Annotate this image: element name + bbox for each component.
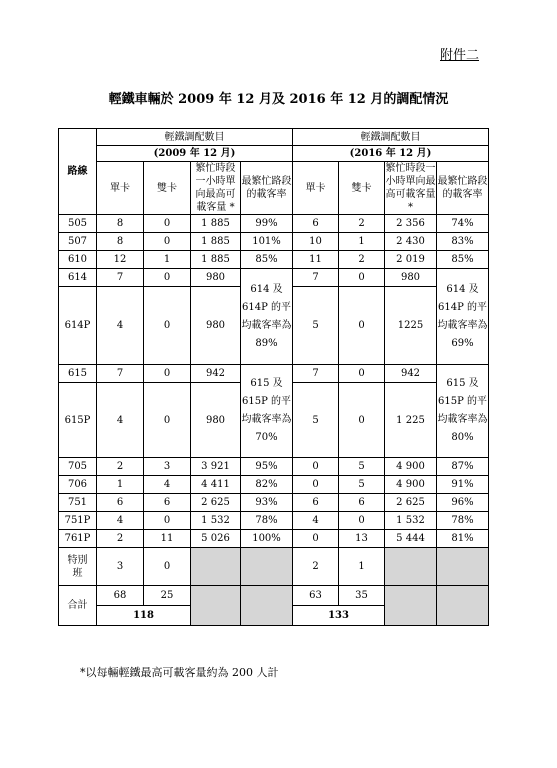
cell: 0 — [144, 365, 191, 383]
total-double-2016: 35 — [339, 586, 385, 606]
cell: 12 — [97, 251, 144, 269]
cell: 7 — [293, 365, 339, 383]
cell: 7 — [97, 365, 144, 383]
col-capacity-2016: 繁忙時段一小時單向最高可載客量 * — [385, 163, 436, 213]
table-row — [59, 476, 489, 494]
col-load-2016: 最繁忙路段的載客率 — [437, 162, 489, 215]
cell: 2 625 — [385, 494, 437, 512]
cell: 7 — [293, 269, 339, 287]
cell: 1 225 — [385, 383, 437, 458]
cell: 0 — [339, 365, 385, 383]
cell: 6 — [97, 494, 144, 512]
table-row — [59, 458, 489, 476]
route-header: 路線 — [59, 129, 97, 215]
route-cell: 505 — [59, 215, 97, 233]
cell: 980 — [191, 383, 241, 458]
table-row — [59, 494, 489, 512]
cell: 0 — [339, 287, 385, 365]
table-row — [59, 548, 489, 586]
route-cell: 507 — [59, 233, 97, 251]
route-cell: 610 — [59, 251, 97, 269]
cell: 2 — [339, 215, 385, 233]
cell: 85% — [437, 251, 489, 269]
route-cell: 特別班 — [59, 548, 97, 586]
cell: 81% — [437, 530, 489, 548]
table-row — [59, 233, 489, 251]
merged-load-615-2016: 615 及 615P 的平均載客率為 80% — [437, 365, 489, 458]
total-double-2009: 25 — [144, 586, 191, 606]
cell: 7 — [97, 269, 144, 287]
grey-cell — [437, 586, 489, 626]
cell: 87% — [437, 458, 489, 476]
route-cell: 761P — [59, 530, 97, 548]
cell: 11 — [293, 251, 339, 269]
cell: 4 — [293, 512, 339, 530]
cell: 1 — [144, 251, 191, 269]
cell: 2 — [97, 458, 144, 476]
col-single-2016: 單卡 — [293, 162, 339, 215]
cell: 2 625 — [191, 494, 241, 512]
cell: 4 900 — [385, 458, 437, 476]
group-2009-date: (2009 年 12 月) — [97, 146, 293, 162]
cell: 93% — [241, 494, 293, 512]
page-title: 輕鐵車輛於 2009 年 12 月及 2016 年 12 月的調配情況 — [108, 92, 449, 107]
cell: 0 — [144, 215, 191, 233]
cell: 8 — [97, 215, 144, 233]
cell: 2 — [293, 548, 339, 586]
cell: 78% — [241, 512, 293, 530]
cell: 0 — [144, 383, 191, 458]
cell: 1 — [97, 476, 144, 494]
route-cell: 615P — [59, 383, 97, 458]
grey-cell — [241, 548, 293, 586]
cell: 980 — [191, 287, 241, 365]
cell: 5 — [339, 458, 385, 476]
col-capacity-2009: 繁忙時段一小時單向最高可載客量 * — [191, 162, 241, 215]
grey-cell — [241, 586, 293, 626]
cell: 1225 — [385, 287, 437, 365]
group-2016-date: (2016 年 12 月) — [293, 146, 489, 162]
total-single-2016: 63 — [293, 586, 339, 606]
grey-cell — [191, 548, 241, 586]
grey-cell — [385, 548, 437, 586]
cell: 1 885 — [191, 251, 241, 269]
cell: 2 — [339, 251, 385, 269]
cell: 74% — [437, 215, 489, 233]
cell: 0 — [293, 458, 339, 476]
cell: 13 — [339, 530, 385, 548]
route-cell: 706 — [59, 476, 97, 494]
cell: 0 — [293, 530, 339, 548]
grey-cell — [437, 548, 489, 586]
grey-cell — [191, 586, 241, 626]
route-cell: 705 — [59, 458, 97, 476]
col-double-2016: 雙卡 — [339, 162, 385, 215]
merged-load-615-2009: 615 及 615P 的平均載客率為 70% — [241, 365, 293, 458]
cell: 2 019 — [385, 251, 437, 269]
cell: 6 — [293, 215, 339, 233]
cell: 78% — [437, 512, 489, 530]
cell: 100% — [241, 530, 293, 548]
cell: 980 — [385, 269, 437, 287]
cell: 4 900 — [385, 476, 437, 494]
cell: 5 026 — [191, 530, 241, 548]
cell: 0 — [144, 512, 191, 530]
cell: 95% — [241, 458, 293, 476]
group-2016-label: 輕鐵調配數目 — [293, 129, 489, 146]
total-row — [59, 586, 489, 606]
route-cell: 751P — [59, 512, 97, 530]
col-single-2009: 單卡 — [97, 162, 144, 215]
total-sum-2009: 118 — [97, 606, 191, 626]
cell: 3 — [144, 458, 191, 476]
annex-label: 附件二 — [440, 48, 480, 63]
cell: 4 — [97, 512, 144, 530]
cell: 1 532 — [385, 512, 437, 530]
cell: 2 430 — [385, 233, 437, 251]
footnote: *以每輛輕鐵最高可載客量約為 200 人計 — [80, 666, 279, 679]
cell: 4 — [144, 476, 191, 494]
cell: 8 — [97, 233, 144, 251]
cell: 3 921 — [191, 458, 241, 476]
cell: 11 — [144, 530, 191, 548]
cell: 4 411 — [191, 476, 241, 494]
cell: 0 — [144, 548, 191, 586]
total-label: 合計 — [59, 586, 97, 626]
total-sum-2016: 133 — [293, 606, 385, 626]
grey-cell — [385, 586, 437, 626]
cell: 1 885 — [191, 233, 241, 251]
table-row — [59, 251, 489, 269]
merged-load-614-2016: 614 及 614P 的平均載客率為 69% — [437, 269, 489, 365]
cell: 0 — [144, 269, 191, 287]
cell: 91% — [437, 476, 489, 494]
cell: 99% — [241, 215, 293, 233]
cell: 1 — [339, 548, 385, 586]
cell: 980 — [191, 269, 241, 287]
table-row — [59, 530, 489, 548]
group-2009-label: 輕鐵調配數目 — [97, 129, 293, 146]
cell: 4 — [97, 383, 144, 458]
cell: 0 — [144, 287, 191, 365]
cell: 82% — [241, 476, 293, 494]
merged-load-614-2009: 614 及 614P 的平均載客率為 89% — [241, 269, 293, 365]
cell: 5 — [339, 476, 385, 494]
table-row — [59, 512, 489, 530]
table-row — [59, 215, 489, 233]
cell: 1 — [339, 233, 385, 251]
cell: 2 — [97, 530, 144, 548]
route-cell: 614P — [59, 287, 97, 365]
cell: 5 — [293, 287, 339, 365]
cell: 0 — [339, 269, 385, 287]
cell: 85% — [241, 251, 293, 269]
col-load-2009: 最繁忙路段的載客率 — [241, 162, 293, 215]
route-cell: 614 — [59, 269, 97, 287]
cell: 83% — [437, 233, 489, 251]
deployment-table — [58, 128, 489, 626]
cell: 3 — [97, 548, 144, 586]
route-cell: 751 — [59, 494, 97, 512]
col-double-2009: 雙卡 — [144, 162, 191, 215]
cell: 0 — [339, 383, 385, 458]
cell: 0 — [144, 233, 191, 251]
cell: 5 — [293, 383, 339, 458]
cell: 6 — [339, 494, 385, 512]
cell: 10 — [293, 233, 339, 251]
cell: 4 — [97, 287, 144, 365]
cell: 0 — [293, 476, 339, 494]
cell: 1 885 — [191, 215, 241, 233]
cell: 6 — [293, 494, 339, 512]
cell: 101% — [241, 233, 293, 251]
table-row — [59, 365, 489, 383]
cell: 942 — [191, 365, 241, 383]
cell: 2 356 — [385, 215, 437, 233]
route-cell: 615 — [59, 365, 97, 383]
table-row — [59, 269, 489, 287]
cell: 96% — [437, 494, 489, 512]
cell: 6 — [144, 494, 191, 512]
cell: 942 — [385, 365, 437, 383]
total-single-2009: 68 — [97, 586, 144, 606]
cell: 1 532 — [191, 512, 241, 530]
cell: 0 — [339, 512, 385, 530]
cell: 5 444 — [385, 530, 437, 548]
